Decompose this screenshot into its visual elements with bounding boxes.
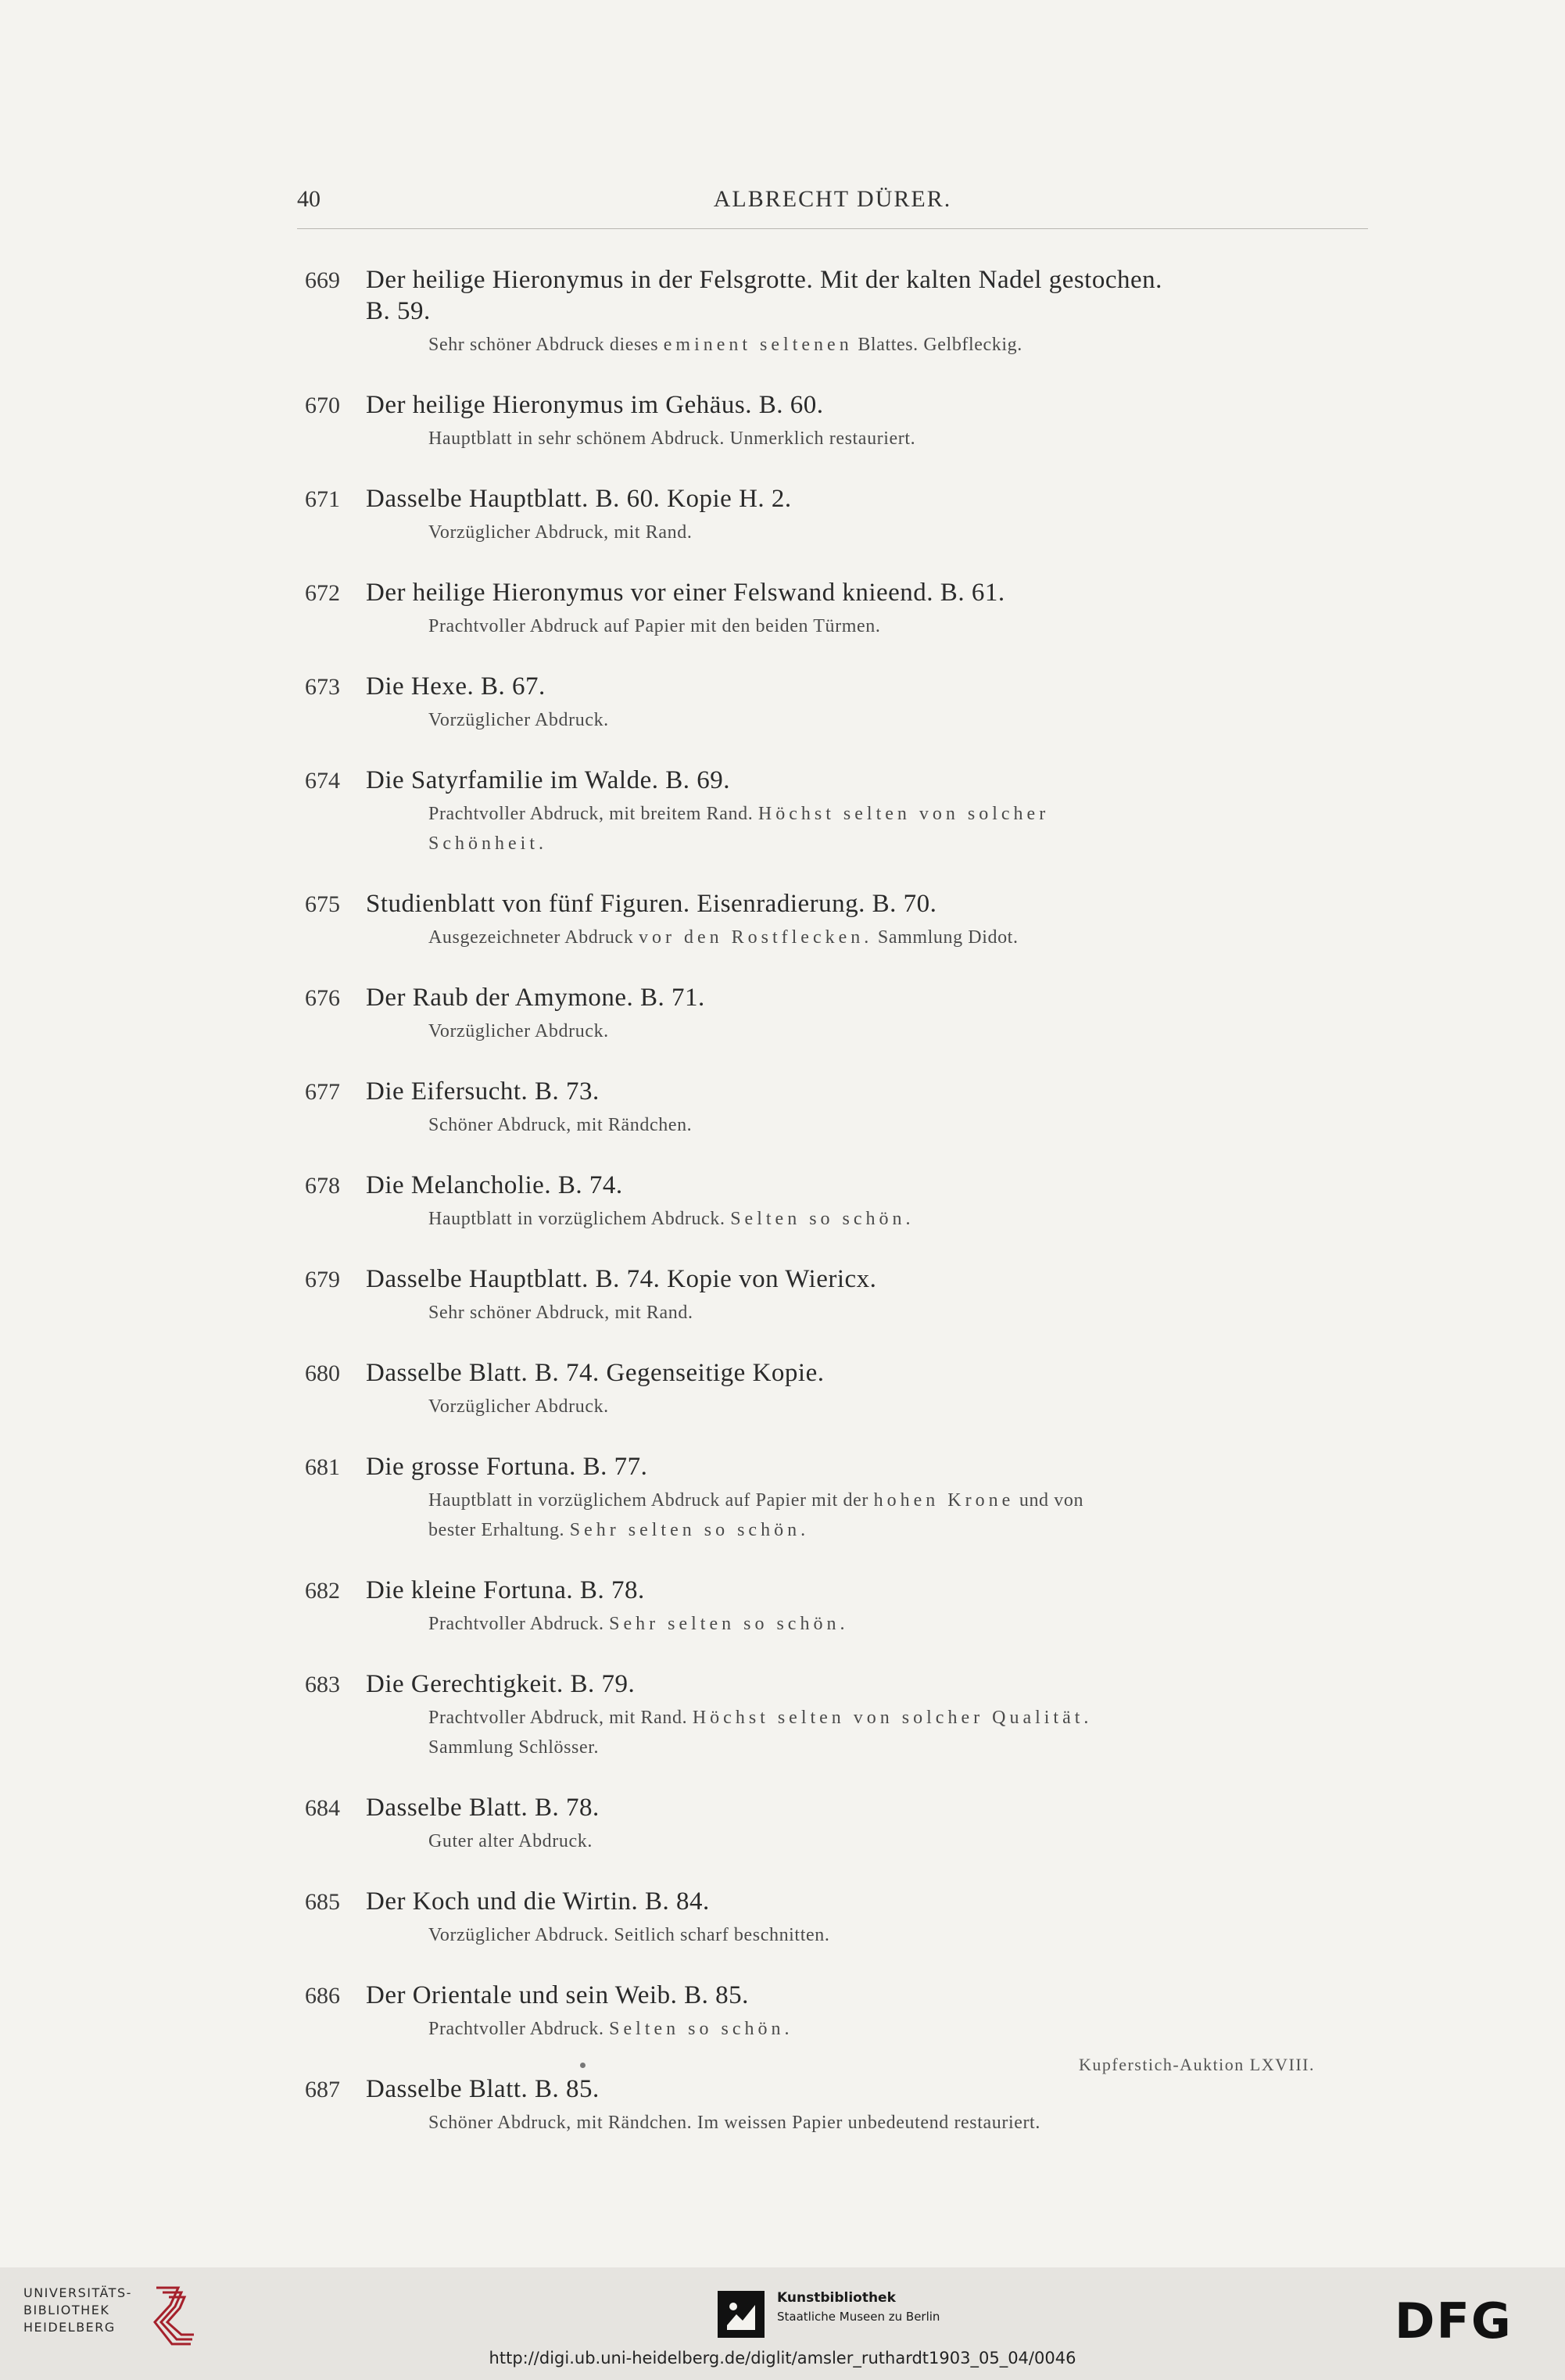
catalog-entry — [305, 1451, 1376, 1545]
entry-number: 684 — [305, 1795, 340, 1821]
entry-description: Vorzüglicher Abdruck. — [428, 1396, 609, 1417]
catalog-entry — [305, 577, 1376, 641]
catalog-entry — [305, 671, 1376, 735]
entry-description: Prachtvoller Abdruck auf Papier mit den beiden Türmen. — [428, 616, 881, 636]
entry-description: Prachtvoller Abdruck, mit Rand. Höchst selten von solcher Qualität. Sammlung Schlösser. — [428, 1708, 1093, 1758]
entry-number: 683 — [305, 1672, 340, 1697]
emphasis-text: hohen Krone — [873, 1490, 1015, 1511]
entry-title: Der heilige Hieronymus im Gehäus. B. 60. — [366, 391, 824, 419]
entry-title: Studienblatt von fünf Figuren. Eisenradierung. B. 70. — [366, 890, 937, 918]
entry-description: Guter alter Abdruck. — [428, 1831, 593, 1851]
catalog-entry — [305, 1980, 1376, 2044]
emphasis-text: Höchst selten von solcher — [757, 804, 1050, 824]
catalog-entry — [305, 1575, 1376, 1639]
entry-title: Dasselbe Hauptblatt. B. 60. Kopie H. 2. — [366, 485, 792, 513]
catalog-entry — [305, 1170, 1376, 1234]
entry-number: 679 — [305, 1267, 340, 1292]
running-title: ALBRECHT DÜRER. — [713, 186, 952, 212]
entry-title: Die Gerechtigkeit. B. 79. — [366, 1670, 636, 1698]
entry-number: 671 — [305, 486, 340, 512]
catalog-entry — [305, 1076, 1376, 1140]
emphasis-text: vor den Rostflecken. — [638, 927, 873, 948]
entry-description: Hauptblatt in vorzüglichem Abdruck auf Papier mit der hohen Krone und von bester Erhaltung. Sehr selten so schön. — [428, 1490, 1084, 1540]
emphasis-text: Höchst selten von solcher Qualität. — [692, 1708, 1093, 1728]
catalog-entry — [305, 1886, 1376, 1950]
emphasis-text: Schönheit. — [428, 833, 547, 854]
entry-title: Der Orientale und sein Weib. B. 85. — [366, 1981, 749, 2009]
entry-number: 670 — [305, 392, 340, 418]
entry-title: Die kleine Fortuna. B. 78. — [366, 1576, 645, 1604]
catalog-entry — [305, 982, 1376, 1046]
entry-title: Die grosse Fortuna. B. 77. — [366, 1453, 648, 1481]
page-header — [297, 186, 1368, 225]
kunstbibliothek-logo[interactable]: Kunstbibliothek Staatliche Museen zu Berlin — [718, 2283, 968, 2346]
entry-title: Die Hexe. B. 67. — [366, 672, 546, 701]
ub-logo-icon — [141, 2281, 203, 2352]
entry-description: Sehr schöner Abdruck dieses eminent seltenen Blattes. Gelbfleckig. — [428, 335, 1022, 355]
entry-description: Hauptblatt in sehr schönem Abdruck. Unmerklich restauriert. — [428, 428, 916, 449]
entry-number: 680 — [305, 1360, 340, 1386]
entry-title: Dasselbe Blatt. B. 78. — [366, 1794, 600, 1822]
entry-description: Prachtvoller Abdruck. Selten so schön. — [428, 2019, 793, 2039]
entry-title-continuation: B. 59. — [366, 297, 431, 325]
digitization-footer — [0, 2267, 1565, 2380]
entry-title: Dasselbe Blatt. B. 74. Gegenseitige Kopie. — [366, 1359, 825, 1387]
entry-title: Der Koch und die Wirtin. B. 84. — [366, 1887, 710, 1916]
catalog-entry — [305, 2074, 1376, 2138]
entry-number: 677 — [305, 1079, 340, 1105]
entry-description: Schöner Abdruck, mit Rändchen. — [428, 1115, 693, 1135]
entry-title: Der heilige Hieronymus vor einer Felswand knieend. B. 61. — [366, 579, 1005, 607]
emphasis-text: Selten so schön. — [609, 2019, 793, 2039]
entry-number: 673 — [305, 674, 340, 700]
ub-heidelberg-logo[interactable]: UNIVERSITÄTS- BIBLIOTHEK HEIDELBERG — [23, 2281, 211, 2352]
entry-title: Dasselbe Hauptblatt. B. 74. Kopie von Wiericx. — [366, 1265, 877, 1293]
entry-description: Vorzüglicher Abdruck. — [428, 1021, 609, 1041]
emphasis-text: Sehr selten so schön. — [609, 1614, 849, 1634]
catalog-entry — [305, 1357, 1376, 1421]
catalog-entry — [305, 264, 1376, 360]
entry-number: 685 — [305, 1889, 340, 1915]
catalog-entry — [305, 1792, 1376, 1856]
entry-number: 669 — [305, 267, 340, 293]
catalog-entry — [305, 483, 1376, 547]
entry-description: Prachtvoller Abdruck. Sehr selten so schön. — [428, 1614, 849, 1634]
kunstbibliothek-icon — [718, 2291, 765, 2338]
catalog-entry — [305, 1669, 1376, 1762]
catalog-entry — [305, 389, 1376, 453]
emphasis-text: Sehr selten so schön. — [569, 1520, 810, 1540]
signature-line: Kupferstich-Auktion LXVIII. — [1079, 2055, 1315, 2074]
entry-number: 687 — [305, 2077, 340, 2102]
entry-title: Dasselbe Blatt. B. 85. — [366, 2075, 600, 2103]
catalog-entry — [305, 765, 1376, 858]
entry-description: Prachtvoller Abdruck, mit breitem Rand. Höchst selten von solcher Schönheit. — [428, 804, 1050, 854]
entry-description: Vorzüglicher Abdruck, mit Rand. — [428, 522, 693, 543]
entry-title: Der heilige Hieronymus in der Felsgrotte. Mit der kalten Nadel gestochen. — [366, 266, 1162, 294]
catalog-entries — [305, 264, 1376, 2167]
entry-description: Vorzüglicher Abdruck. Seitlich scharf beschnitten. — [428, 1925, 830, 1945]
entry-number: 675 — [305, 891, 340, 917]
page-number: 40 — [297, 186, 321, 212]
entry-title: Die Melancholie. B. 74. — [366, 1171, 623, 1199]
dfg-logo[interactable]: DFG — [1395, 2292, 1513, 2350]
entry-number: 678 — [305, 1173, 340, 1199]
entry-description: Sehr schöner Abdruck, mit Rand. — [428, 1303, 693, 1323]
entry-number: 676 — [305, 985, 340, 1011]
header-rule — [297, 228, 1368, 229]
printer-dot — [580, 2063, 586, 2068]
emphasis-text: Selten so schön. — [730, 1209, 915, 1229]
entry-number: 672 — [305, 580, 340, 606]
entry-title: Die Eifersucht. B. 73. — [366, 1077, 600, 1106]
catalog-entry — [305, 888, 1376, 952]
entry-description: Ausgezeichneter Abdruck vor den Rostflecken. Sammlung Didot. — [428, 927, 1019, 948]
entry-number: 674 — [305, 768, 340, 794]
entry-number: 686 — [305, 1983, 340, 2009]
permalink-url[interactable]: http://digi.ub.uni-heidelberg.de/diglit/amsler_ruthardt1903_05_04/0046 — [489, 2349, 1076, 2367]
entry-description: Vorzüglicher Abdruck. — [428, 710, 609, 730]
entry-description: Hauptblatt in vorzüglichem Abdruck. Selten so schön. — [428, 1209, 915, 1229]
emphasis-text: eminent seltenen — [663, 335, 853, 355]
entry-number: 682 — [305, 1578, 340, 1604]
catalog-entry — [305, 1263, 1376, 1328]
entry-title: Die Satyrfamilie im Walde. B. 69. — [366, 766, 730, 794]
entry-description: Schöner Abdruck, mit Rändchen. Im weissen Papier unbedeutend restauriert. — [428, 2113, 1040, 2133]
entry-number: 681 — [305, 1454, 340, 1480]
entry-title: Der Raub der Amymone. B. 71. — [366, 984, 705, 1012]
